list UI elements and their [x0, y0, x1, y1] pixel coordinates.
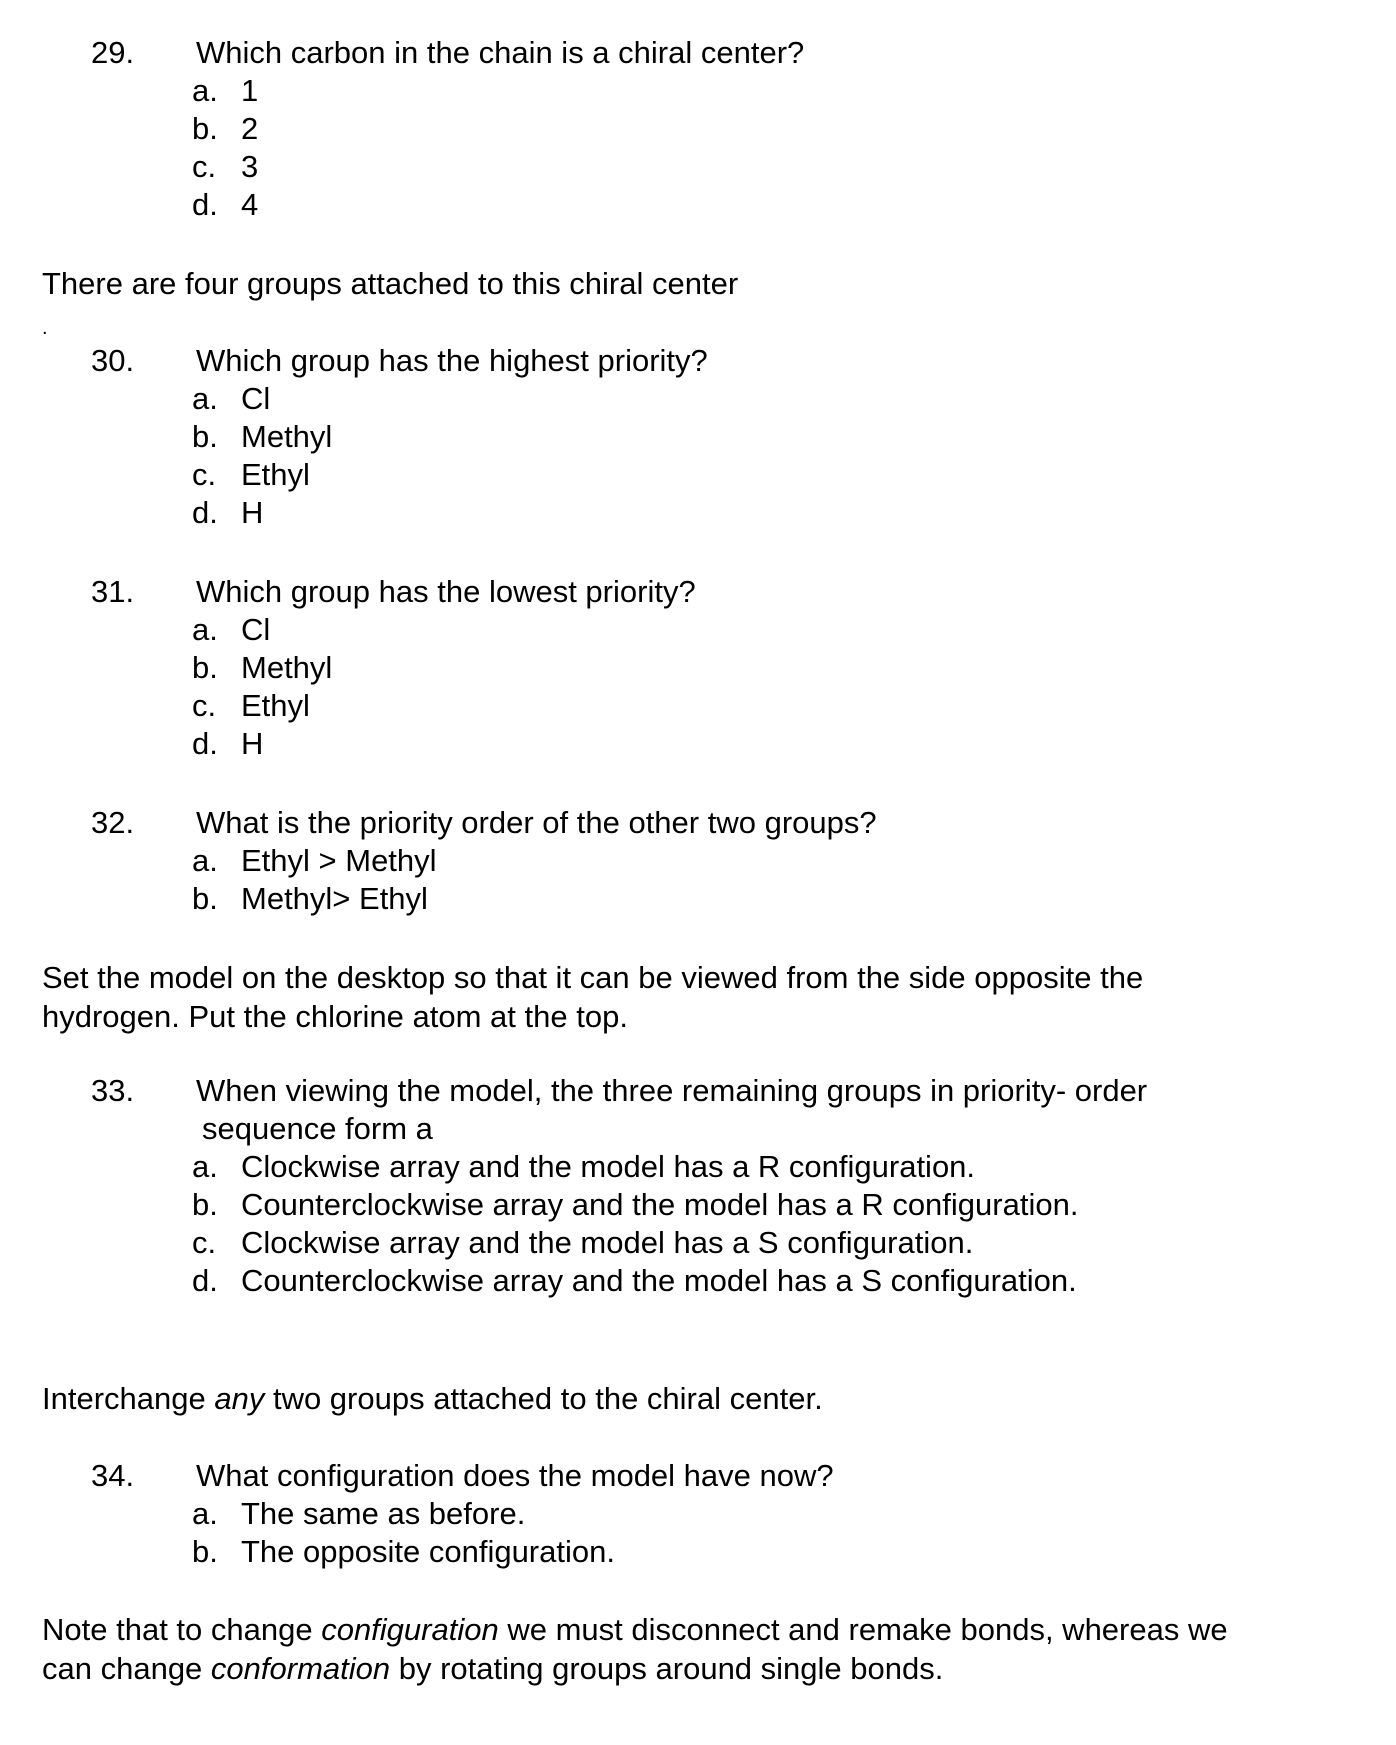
question-33-text-line-1: When viewing the model, the three remaining groups in priority- order — [196, 1073, 1148, 1108]
question-32-number: 32. — [91, 805, 135, 840]
option-text: Methyl — [241, 650, 333, 685]
option-text: H — [241, 495, 264, 530]
question-31-option-a — [192, 611, 270, 649]
option-text: Clockwise array and the model has a R configuration. — [241, 1149, 976, 1184]
option-letter: c. — [192, 1225, 217, 1260]
question-34-text: What configuration does the model have now? — [196, 1458, 834, 1493]
option-letter: b. — [192, 881, 218, 916]
option-letter: d. — [192, 495, 218, 530]
option-text: Ethyl — [241, 688, 310, 723]
stray-dot: . — [42, 317, 48, 339]
question-30-number: 30. — [91, 343, 135, 378]
question-32-option-a — [192, 842, 437, 880]
question-30-option-b — [192, 418, 332, 456]
option-letter: b. — [192, 419, 218, 454]
question-34-number: 34. — [91, 1458, 135, 1493]
question-31-number: 31. — [91, 574, 135, 609]
option-text: Clockwise array and the model has a S configuration. — [241, 1225, 974, 1260]
instruction-paragraph-2-line-2: hydrogen. Put the chlorine atom at the top. — [42, 999, 628, 1034]
option-letter: d. — [192, 187, 218, 222]
option-text: H — [241, 726, 264, 761]
question-31-text: Which group has the lowest priority? — [196, 574, 696, 609]
option-text: 2 — [241, 111, 259, 146]
question-30-option-a — [192, 380, 270, 418]
option-letter: c. — [192, 688, 217, 723]
option-letter: b. — [192, 111, 218, 146]
option-letter: a. — [192, 843, 218, 878]
option-letter: d. — [192, 726, 218, 761]
question-33-option-c — [192, 1224, 973, 1262]
option-letter: a. — [192, 381, 218, 416]
option-text: The same as before. — [241, 1496, 526, 1531]
instruction-paragraph-3 — [42, 1379, 823, 1418]
option-letter: a. — [192, 612, 218, 647]
option-text: Methyl — [241, 419, 333, 454]
option-text: Cl — [241, 381, 271, 416]
question-29-option-a — [192, 72, 258, 110]
question-32-text: What is the priority order of the other two groups? — [196, 805, 877, 840]
question-33-option-a — [192, 1148, 975, 1186]
note-line-2-after: by rotating groups around single bonds. — [390, 1651, 944, 1686]
question-34-option-a — [192, 1495, 525, 1533]
note-paragraph-line-2 — [42, 1649, 943, 1688]
option-letter: d. — [192, 1263, 218, 1298]
instruction-paragraph-1: There are four groups attached to this chiral center — [42, 266, 739, 301]
question-31-option-b — [192, 649, 332, 687]
instruction-paragraph-2-line-1: Set the model on the desktop so that it can be viewed from the side opposite the — [42, 960, 1144, 995]
option-letter: c. — [192, 149, 217, 184]
question-29-option-b — [192, 110, 258, 148]
option-text: Ethyl — [241, 457, 310, 492]
note-line-2-before: can change — [42, 1651, 211, 1686]
question-33-number: 33. — [91, 1073, 135, 1108]
option-letter: a. — [192, 73, 218, 108]
question-33-text-line-2: sequence form a — [202, 1111, 433, 1146]
question-33-option-b — [192, 1186, 1078, 1224]
question-32-option-b — [192, 880, 428, 918]
question-30-text: Which group has the highest priority? — [196, 343, 708, 378]
question-29-option-d — [192, 186, 258, 224]
note-line-1-after: we must disconnect and remake bonds, whereas we — [498, 1612, 1228, 1647]
question-29-number: 29. — [91, 35, 135, 70]
option-text: 4 — [241, 187, 259, 222]
note-emphasis-conformation: conformation — [210, 1651, 391, 1686]
question-29-text: Which carbon in the chain is a chiral center? — [196, 35, 805, 70]
option-letter: b. — [192, 650, 218, 685]
paragraph-3-text-after: two groups attached to the chiral center. — [264, 1381, 823, 1416]
note-emphasis-configuration: configuration — [321, 1612, 499, 1647]
option-text: The opposite configuration. — [241, 1534, 615, 1569]
option-text: Cl — [241, 612, 271, 647]
question-33-option-d — [192, 1262, 1077, 1300]
paragraph-3-text-before: Interchange — [42, 1381, 215, 1416]
option-letter: b. — [192, 1534, 218, 1569]
option-text: Counterclockwise array and the model has a S configuration. — [241, 1263, 1077, 1298]
option-text: 1 — [241, 73, 259, 108]
note-line-1-before: Note that to change — [42, 1612, 322, 1647]
question-29-option-c — [192, 148, 258, 186]
option-text: Counterclockwise array and the model has a R configuration. — [241, 1187, 1079, 1222]
option-letter: b. — [192, 1187, 218, 1222]
question-34-option-b — [192, 1533, 615, 1571]
option-letter: a. — [192, 1149, 218, 1184]
option-letter: c. — [192, 457, 217, 492]
paragraph-3-emphasis: any — [214, 1381, 265, 1416]
option-text: Methyl> Ethyl — [241, 881, 428, 916]
question-31-option-d — [192, 725, 263, 763]
option-text: 3 — [241, 149, 259, 184]
question-30-option-d — [192, 494, 263, 532]
option-text: Ethyl > Methyl — [241, 843, 437, 878]
option-letter: a. — [192, 1496, 218, 1531]
note-paragraph-line-1 — [42, 1610, 1228, 1649]
question-31-option-c — [192, 687, 310, 725]
question-30-option-c — [192, 456, 310, 494]
